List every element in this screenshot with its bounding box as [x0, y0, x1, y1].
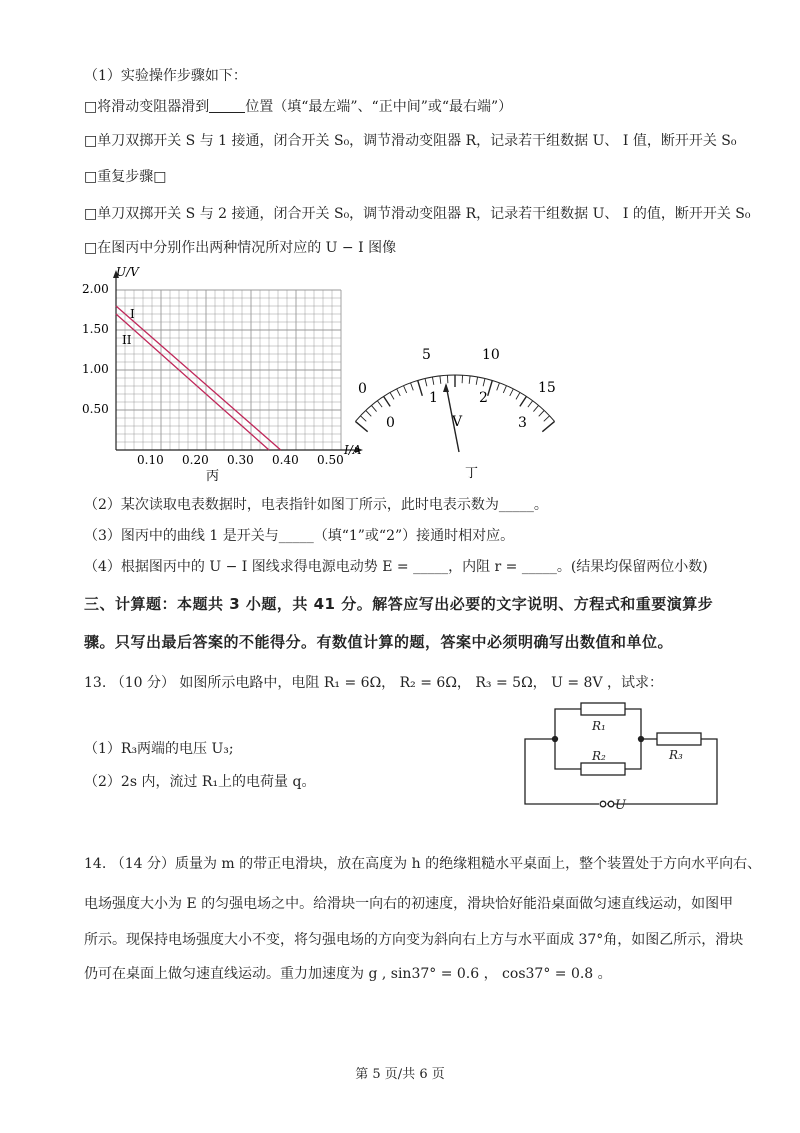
meter-tick	[418, 380, 423, 395]
xtick-label: 0.40	[272, 453, 299, 467]
meter-top-label: 0	[358, 381, 367, 397]
meter-tick	[544, 416, 550, 421]
r3-label: R₃	[669, 748, 683, 762]
line-1-label: I	[130, 307, 135, 321]
step-1-part-b: 位置（填“最左端”、“正中间”或“最右端”）	[245, 99, 513, 115]
graph-grid	[116, 290, 341, 450]
circuit-wire	[625, 709, 641, 739]
meter-tick	[404, 386, 407, 393]
meter-top-label: 5	[422, 347, 431, 363]
meter-tick	[371, 405, 376, 411]
ytick-label: 1.00	[82, 362, 109, 376]
meter-tick	[510, 389, 514, 396]
graph-axes	[113, 270, 363, 453]
step-2: □单刀双掷开关 S 与 1 接通，闭合开关 S₀，调节滑动变阻器 R，记录若干组数据 U、 I 值，断开开关 S₀	[84, 133, 737, 149]
xtick-label: 0.10	[137, 453, 164, 467]
meter-bottom-label: 2	[479, 390, 488, 406]
question-4: （4）根据图丙中的 U − I 图线求得电源电动势 E = _____，内阻 r = _____。(结果均保留两位小数)	[84, 559, 708, 575]
meter-top-label: 10	[482, 347, 500, 363]
xtick-label: 0.30	[227, 453, 254, 467]
voltmeter-dial	[345, 340, 565, 485]
r1-label: R₁	[592, 719, 606, 733]
meter-tick	[440, 376, 441, 384]
resistor-r1	[581, 703, 625, 715]
u-label: U	[615, 798, 626, 812]
meter-tick	[483, 379, 485, 387]
meter-tick	[533, 405, 538, 411]
meter-bottom-label: 0	[386, 415, 395, 431]
xtick-label: 0.50	[317, 453, 344, 467]
meter-tick	[411, 383, 414, 391]
meter-tick	[539, 410, 544, 416]
needle-tip	[443, 383, 449, 392]
meter-bottom-label: 3	[518, 415, 527, 431]
answer-blank	[209, 98, 245, 113]
meter-tick	[366, 410, 371, 416]
resistor-r3	[657, 733, 701, 745]
terminal	[608, 801, 614, 807]
section-3-heading: 三、计算题：本题共 3 小题，共 41 分。解答应写出必要的文字说明、方程式和重要演算步	[84, 595, 714, 613]
question-14-line-2: 电场强度大小为 E 的匀强电场之中。给滑块一向右的初速度，滑块恰好能沿桌面做匀速直线运动，如图甲	[84, 896, 734, 912]
step-1	[84, 97, 512, 117]
step-4: □单刀双掷开关 S 与 2 接通，闭合开关 S₀，调节滑动变阻器 R，记录若干组数据 U、 I 的值，断开开关 S₀	[84, 206, 751, 222]
meter-tick	[377, 401, 382, 407]
y-axis-label: U/V	[116, 265, 139, 279]
step-1-part-a: □将滑动变阻器滑到	[84, 99, 210, 115]
question-14-line-3: 所示。现保持电场强度大小不变，将匀强电场的方向变为斜向右上方与水平面成 37°角，如图乙所示，滑块	[84, 932, 744, 948]
meter-tick	[425, 379, 427, 387]
x-axis-label: I/A	[344, 443, 362, 457]
question-13-stem: 13. （10 分） 如图所示电路中，电阻 R₁ = 6Ω， R₂ = 6Ω， R₃ = 5Ω， U = 8V ，试求：	[84, 675, 664, 691]
circuit-wire	[525, 739, 599, 804]
ytick-label: 2.00	[82, 282, 109, 296]
meter-tick	[488, 380, 493, 395]
circuit-wire	[555, 739, 581, 769]
page-footer: 第 5 页/共 6 页	[355, 1067, 445, 1082]
meter-tick	[497, 383, 500, 391]
meter-tick	[432, 377, 433, 385]
junction-dot	[553, 737, 558, 742]
meter-tick	[360, 416, 366, 421]
meter-tick	[397, 389, 401, 396]
meter-caption: 丁	[465, 466, 479, 481]
question-14-line-1: 14. （14 分）质量为 m 的带正电滑块，放在高度为 h 的绝缘粗糙水平桌面上，整个装置处于方向水平向右、	[84, 856, 762, 872]
resistor-r2	[581, 763, 625, 775]
meter-tick	[355, 421, 367, 431]
line-2-label: II	[122, 333, 132, 347]
meter-tick	[520, 396, 527, 406]
meter-tick	[476, 377, 477, 385]
junction-dot	[639, 737, 644, 742]
graph-caption: 丙	[206, 469, 220, 482]
question-14-line-4: 仍可在桌面上做匀速直线运动。重力加速度为 g , sin37° = 0.6 ， cos37° = 0.8 。	[84, 966, 612, 982]
meter-tick	[542, 421, 554, 431]
meter-tick	[503, 386, 506, 393]
meter-top-label: 15	[538, 380, 556, 396]
ui-graph	[72, 262, 372, 482]
steps-intro: （1）实验操作步骤如下：	[84, 68, 247, 84]
section-3-instructions: 骤。只写出最后答案的不能得分。有数值计算的题，答案中必须明确写出数值和单位。	[84, 633, 674, 651]
step-5: □在图丙中分别作出两种情况所对应的 U − I 图像	[84, 240, 397, 256]
meter-tick	[528, 401, 533, 407]
question-13-part-1: （1）R₃两端的电压 U₃;	[84, 741, 234, 757]
ytick-label: 0.50	[82, 402, 109, 416]
meter-tick	[390, 392, 394, 399]
question-3: （3）图丙中的曲线 1 是开关与_____（填“1”或“2”）接通时相对应。	[84, 528, 515, 544]
ytick-label: 1.50	[82, 322, 109, 336]
circuit-wire	[607, 739, 717, 804]
circuit-wire	[625, 739, 641, 769]
question-13-part-2: （2）2s 内，流过 R₁上的电荷量 q。	[84, 774, 316, 790]
r2-label: R₂	[592, 749, 606, 763]
step-3: □重复步骤□	[84, 169, 167, 185]
meter-bottom-label: 1	[429, 390, 438, 406]
meter-tick	[384, 396, 391, 406]
circuit-diagram	[515, 697, 725, 812]
meter-unit: V	[452, 414, 463, 430]
question-2: （2）某次读取电表数据时，电表指针如图丁所示，此时电表示数为_____。	[84, 497, 548, 513]
meter-tick	[469, 376, 470, 384]
terminal	[600, 801, 606, 807]
series-line-2	[116, 314, 269, 450]
meter-tick	[516, 392, 520, 399]
circuit-wire	[555, 709, 581, 739]
xtick-label: 0.20	[182, 453, 209, 467]
